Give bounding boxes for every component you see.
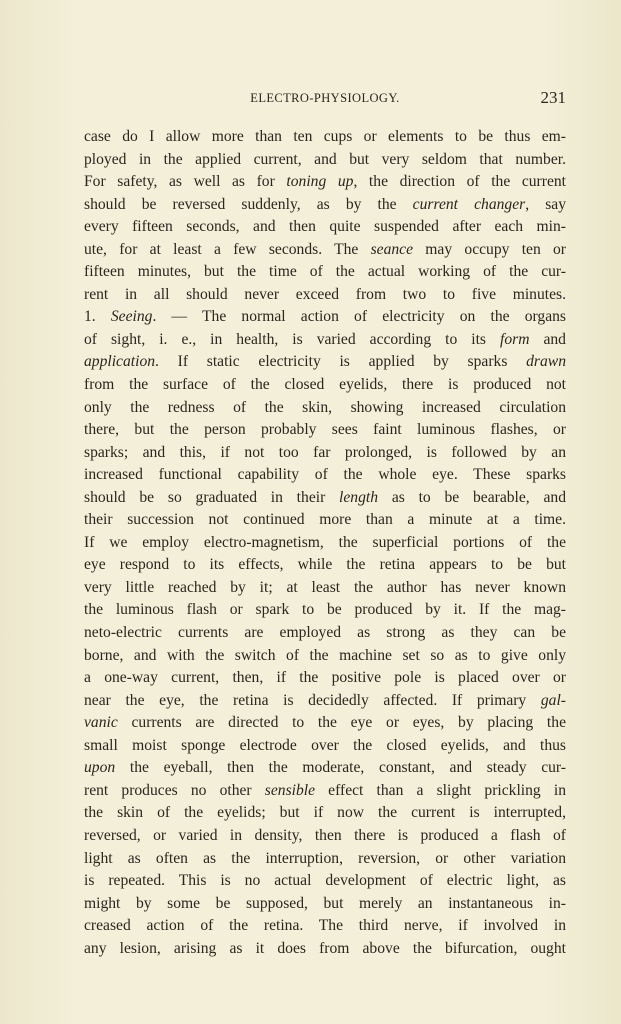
text-line: [84, 757, 566, 780]
text-line: [84, 893, 566, 916]
italic-term: Seeing: [110, 308, 153, 326]
text-line: [84, 645, 566, 668]
text-line: [84, 397, 566, 420]
text-line: [84, 442, 566, 465]
text-line: [84, 329, 566, 352]
italic-term: sensible: [264, 781, 316, 799]
text-run: may occupy ten or: [413, 240, 566, 258]
text-line: [84, 622, 566, 645]
text-run: currents are directed to the eye or eyes, by placing the: [117, 714, 566, 732]
text-run: every fifteen seconds, and then quite suspended after each min-: [84, 218, 566, 236]
text-run: , the direction of the current: [353, 173, 566, 191]
text-run: of sight, i. e., in health, is varied according to its: [84, 330, 500, 348]
text-run: only the redness of the skin, showing increased circulation: [84, 398, 566, 416]
italic-term: form: [500, 330, 530, 348]
text-line: [84, 802, 566, 825]
italic-term: drawn: [526, 353, 566, 371]
text-line: [84, 690, 566, 713]
text-run: from the surface of the closed eyelids, there is produced not: [84, 376, 566, 394]
italic-term: gal-: [540, 691, 566, 709]
text-line: [84, 216, 566, 239]
page-header: [84, 88, 566, 110]
page-number: 231: [540, 88, 566, 107]
text-run: the eyeball, then the moderate, constant, and steady cur-: [115, 759, 566, 777]
italic-term: current changer: [412, 195, 526, 213]
text-line: [84, 532, 566, 555]
text-run: reversed, or varied in density, then there is produced a flash of: [84, 826, 566, 844]
text-run: effect than a slight prickling in: [315, 781, 566, 799]
text-line: [84, 509, 566, 532]
italic-term: length: [339, 488, 379, 506]
running-head: ELECTRO-PHYSIOLOGY.: [250, 91, 400, 105]
text-line: [84, 464, 566, 487]
text-run: rent in all should never exceed from two to five minutes.: [84, 285, 566, 303]
text-line: [84, 351, 566, 374]
italic-term: toning up: [286, 173, 354, 191]
text-run: should be reversed suddenly, as by the: [84, 195, 413, 213]
text-line: [84, 667, 566, 690]
text-run: eye respond to its effects, while the retina appears to be but: [84, 556, 566, 574]
text-run: their succession not continued more than a minute at a time.: [84, 511, 566, 529]
text-line: [84, 848, 566, 871]
text-line: [84, 419, 566, 442]
text-line: [84, 554, 566, 577]
text-line: [84, 915, 566, 938]
text-line: [84, 171, 566, 194]
text-run: increased functional capability of the whole eye. These sparks: [84, 466, 566, 484]
text-run: any lesion, arising as it does from above the bifurcation, ought: [84, 939, 566, 957]
italic-term: application: [84, 353, 156, 371]
text-line: [84, 735, 566, 758]
text-line: [84, 374, 566, 397]
text-line: [84, 599, 566, 622]
text-line: [84, 239, 566, 262]
text-run: very little reached by it; at least the author has never known: [84, 578, 566, 596]
text-run: should be so graduated in their: [84, 488, 340, 506]
text-run: there, but the person probably sees faint luminous flashes, or: [84, 421, 566, 439]
italic-term: upon: [84, 759, 116, 777]
text-line: [84, 577, 566, 600]
text-run: . — The normal action of electricity on the organs: [152, 308, 567, 326]
text-run: near the eye, the retina is decidedly affected. If primary: [84, 691, 541, 709]
text-line: [84, 870, 566, 893]
text-run: , say: [525, 195, 566, 213]
text-run: and: [529, 330, 566, 348]
text-line: [84, 825, 566, 848]
text-run: creased action of the retina. The third nerve, if involved in: [84, 917, 566, 935]
text-run: the skin of the eyelids; but if now the current is interrupted,: [84, 804, 566, 822]
text-run: case do I allow more than ten cups or elements to be thus em-: [84, 128, 566, 145]
text-line: [84, 284, 566, 307]
text-run: ployed in the applied current, and but very seldom that number.: [84, 150, 566, 168]
text-line: [84, 149, 566, 172]
body-paragraphs: [84, 126, 566, 960]
text-run: light as often as the interruption, reversion, or other variation: [84, 849, 566, 867]
text-run: ute, for at least a few seconds. The: [84, 240, 371, 258]
text-line: [84, 938, 566, 961]
text-line: [84, 194, 566, 217]
text-run: the luminous flash or spark to be produced by it. If the mag-: [84, 601, 566, 619]
text-run: 1.: [84, 308, 111, 326]
text-line: [84, 487, 566, 510]
text-line: [84, 126, 566, 149]
text-run: If we employ electro-magnetism, the superficial portions of the: [84, 533, 566, 551]
text-run: For safety, as well as for: [84, 173, 287, 191]
text-run: . If static electricity is applied by sparks: [155, 353, 527, 371]
text-run: neto-electric currents are employed as strong as they can be: [84, 624, 566, 642]
italic-term: seance: [370, 240, 414, 258]
text-line: [84, 780, 566, 803]
text-run: is repeated. This is no actual development of electric light, as: [84, 872, 566, 890]
text-run: rent produces no other: [84, 781, 265, 799]
text-line: [84, 306, 566, 329]
text-run: might by some be supposed, but merely an instantaneous in-: [84, 894, 566, 912]
text-line: [84, 261, 566, 284]
text-run: a one-way current, then, if the positive pole is placed over or: [84, 669, 566, 687]
text-run: borne, and with the switch of the machine set so as to give only: [84, 646, 566, 664]
text-run: small moist sponge electrode over the closed eyelids, and thus: [84, 736, 566, 754]
italic-term: vanic: [84, 714, 118, 732]
text-line: [84, 712, 566, 735]
text-run: fifteen minutes, but the time of the actual working of the cur-: [84, 263, 566, 281]
text-run: as to be bearable, and: [378, 488, 566, 506]
text-run: sparks; and this, if not too far prolonged, is followed by an: [84, 443, 566, 461]
